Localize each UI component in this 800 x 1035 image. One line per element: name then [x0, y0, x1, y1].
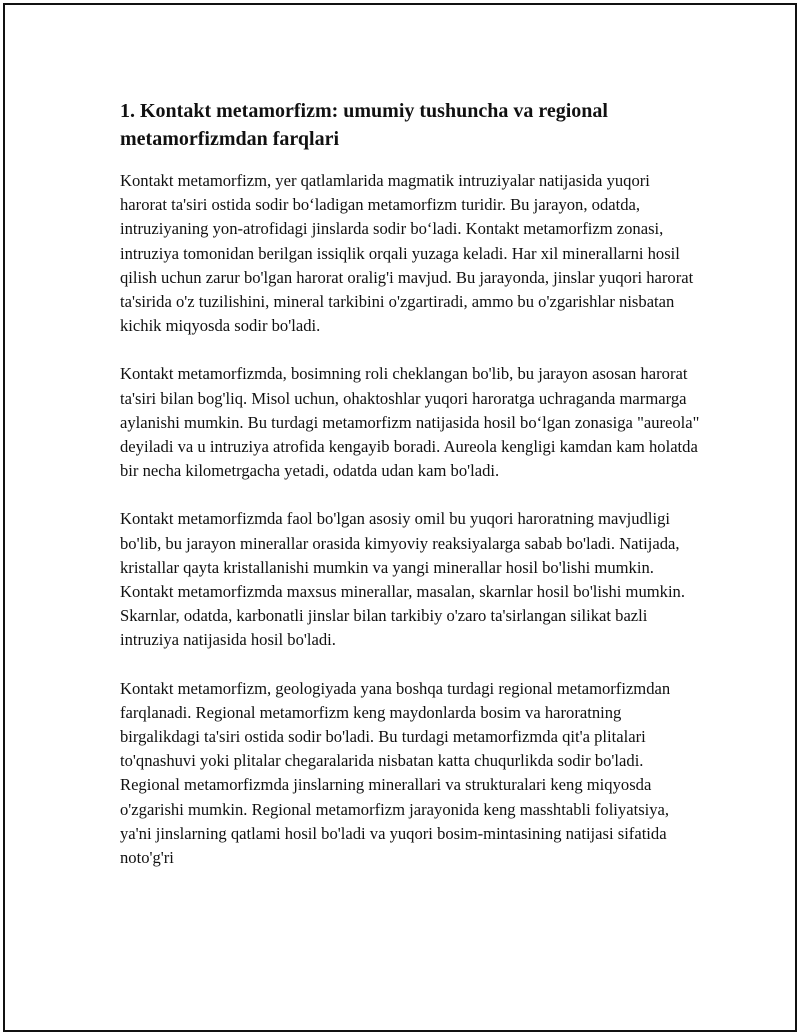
paragraph-2: Kontakt metamorfizmda, bosimning roli cheklangan bo'lib, bu jarayon asosan harorat ta'siri bilan bog'liq. Misol uchun, ohaktoshlar yuqori haroratga uchraganda marmarga aylanishi mumkin. Bu turdagi metamorfizm natijasida hosil bo‘lgan zonasiga "aureola" deyiladi va u intruziya atrofida kengayib boradi. Aureola kengligi kamdan kam holatda bir necha kilometrgacha yetadi, odatda udan kam bo'ladi.	[120, 364, 700, 481]
section-title: 1. Kontakt metamorfizm: umumiy tushuncha va regional metamorfizmdan farqlari	[120, 100, 608, 150]
paragraph-3: Kontakt metamorfizmda faol bo'lgan asosiy omil bu yuqori haroratning mavjudligi bo'lib, bu jarayon minerallar orasida kimyoviy reaksiyalarga sabab bo'ladi. Natijada, kristallar qayta kristallanishi mumkin va yangi minerallar hosil bo'lishi mumkin. Kontakt metamorfizmda maxsus minerallar, masalan, skarnlar hosil bo'lishi mumkin. Skarnlar, odatda, karbonatli jinslar bilan tarkibiy o'zaro ta'sirlangan silikat bazli intruziya natijasida hosil bo'ladi.	[120, 509, 686, 650]
page-frame	[3, 3, 797, 1032]
paragraph-4: Kontakt metamorfizm, geologiyada yana boshqa turdagi regional metamorfizmdan farqlanadi. Regional metamorfizm keng maydonlarda bosim va haroratning birgalikdagi ta'siri ostida sodir bo'ladi. Bu turdagi metamorfizmda qit'a plitalari to'qnashuvi yoki plitalar chegaralarida nisbatan katta chuqurlikda sodir bo'ladi. Regional metamorfizmda jinslarning minerallari va strukturalari keng miqyosda o'zgarishi mumkin. Regional metamorfizm jarayonida keng masshtabli foliyatsiya, ya'ni jinslarning qatlami hosil bo'ladi va yuqori bosim-mintasining natijasi sifatida noto'g'ri	[120, 678, 671, 868]
document-body	[120, 97, 700, 894]
paragraph-1: Kontakt metamorfizm, yer qatlamlarida magmatik intruziyalar natijasida yuqori harorat ta'siri ostida sodir bo‘ladigan metamorfizm turidir. Bu jarayon, odatda, intruziyaning yon-atrofidagi jinslarda sodir bo‘ladi. Kontakt metamorfizm zonasi, intruziya tomonidan berilgan issiqlik orqali yuzaga keladi. Har xil minerallarni hosil qilish uchun zarur bo'lgan harorat oralig'i mavjud. Bu jarayonda, jinslar yuqori harorat ta'sirida o'z tuzilishini, mineral tarkibini o'zgartiradi, ammo bu o'zgarishlar nisbatan kichik miqyosda sodir bo'ladi.	[120, 171, 694, 336]
